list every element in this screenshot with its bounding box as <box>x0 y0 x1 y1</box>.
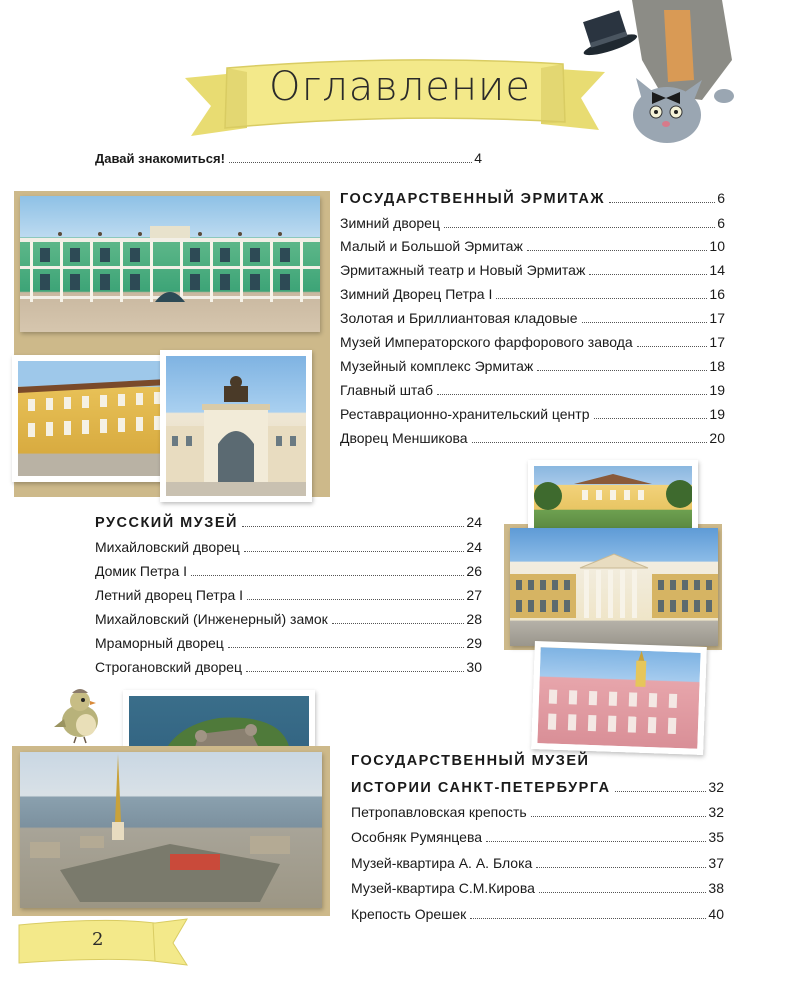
toc-item-label: Золотая и Бриллиантовая кладовые <box>340 310 578 327</box>
dot-leader <box>332 623 465 624</box>
page-number: 2 <box>92 929 104 950</box>
toc-item[interactable] <box>340 237 725 255</box>
toc-item-page: 10 <box>709 238 725 255</box>
dot-leader <box>246 671 464 672</box>
toc-item[interactable] <box>95 586 482 604</box>
toc-item-page: 28 <box>466 610 482 627</box>
cat-illustration <box>572 0 742 160</box>
toc-item-page: 19 <box>709 405 725 422</box>
toc-item-label: Главный штаб <box>340 381 433 398</box>
toc-item-page: 24 <box>466 538 482 555</box>
toc-item-label: Эрмитажный театр и Новый Эрмитаж <box>340 262 586 279</box>
toc-item[interactable] <box>95 610 482 628</box>
toc-item-page: 30 <box>466 659 482 675</box>
toc-item-label: Домик Петра I <box>95 562 188 579</box>
toc-item-page: 26 <box>466 562 482 579</box>
toc-section-heading[interactable]: ГОСУДАРСТВЕННЫЙ ЭРМИТАЖ 6 <box>340 190 725 207</box>
toc-item-label: Особняк Румянцева <box>351 829 483 845</box>
toc-item-label: Музей-квартира А. А. Блока <box>351 854 533 871</box>
toc-item[interactable] <box>340 333 725 351</box>
toc-item-page: 40 <box>708 905 724 922</box>
toc-item-page: 17 <box>709 310 725 327</box>
general-staff-photo <box>160 350 312 502</box>
dot-leader <box>589 274 707 275</box>
toc-item-label: Михайловский (Инженерный) замок <box>95 610 328 627</box>
toc-item-label: Петропавловская крепость <box>351 803 527 820</box>
dot-leader <box>437 394 707 395</box>
toc-item-page: 35 <box>708 829 724 845</box>
dot-leader <box>244 551 465 552</box>
winter-palace-photo <box>20 196 320 332</box>
toc-item-label: Строгановский дворец <box>95 659 242 675</box>
dot-leader <box>539 892 707 893</box>
toc-section-heading-line1: ГОСУДАРСТВЕННЫЙ МУЗЕЙ <box>351 753 590 769</box>
dot-leader <box>527 250 708 251</box>
dot-leader <box>229 162 472 163</box>
toc-item-label: Музейный комплекс Эрмитаж <box>340 357 534 374</box>
dot-leader <box>615 791 707 792</box>
dot-leader <box>242 526 464 527</box>
dot-leader <box>594 418 708 419</box>
toc-item[interactable] <box>95 562 482 580</box>
toc-item[interactable] <box>340 405 725 423</box>
toc-item-page: 37 <box>708 854 724 871</box>
toc-item-page: 27 <box>466 586 482 603</box>
mikhailovsky-palace-photo <box>510 528 718 646</box>
toc-item-label: Зимний Дворец Петра I <box>340 286 493 303</box>
toc-item[interactable] <box>95 658 482 676</box>
dot-leader <box>247 599 464 600</box>
menshikov-palace-photo <box>12 355 174 482</box>
peter-paul-fortress-photo <box>20 752 322 908</box>
toc-intro[interactable] <box>95 149 482 168</box>
toc-item-page: 38 <box>708 880 724 896</box>
dot-leader <box>191 575 464 576</box>
toc-item-label: Летний дворец Петра I <box>95 586 244 603</box>
dot-leader <box>537 370 707 371</box>
toc-item-page: 32 <box>708 803 724 820</box>
toc-item[interactable] <box>340 381 725 399</box>
toc-item[interactable] <box>351 905 724 923</box>
toc-item-label: Музей Императорского фарфорового завода <box>340 334 633 350</box>
toc-item-label: Музей-квартира С.М.Кирова <box>351 880 535 896</box>
dot-leader <box>536 867 706 868</box>
toc-item[interactable] <box>340 214 725 232</box>
toc-item-page: 29 <box>466 634 482 651</box>
toc-item-page: 18 <box>709 357 725 374</box>
toc-intro-page: 4 <box>474 150 482 166</box>
toc-item[interactable] <box>351 854 724 872</box>
engineers-castle-photo <box>531 641 707 755</box>
toc-item-page: 17 <box>709 334 725 350</box>
dot-leader <box>637 346 708 347</box>
dot-leader <box>470 918 706 919</box>
toc-item-label: Михайловский дворец <box>95 538 240 555</box>
dot-leader <box>609 202 715 203</box>
dot-leader <box>582 322 708 323</box>
page-title: Оглавление <box>269 64 531 110</box>
toc-item-page: 14 <box>709 262 725 279</box>
toc-item-label: Малый и Большой Эрмитаж <box>340 238 523 255</box>
dot-leader <box>531 816 707 817</box>
toc-item[interactable] <box>351 828 724 846</box>
toc-item[interactable] <box>340 285 725 303</box>
toc-item-page: 16 <box>709 286 725 303</box>
summer-palace-photo <box>528 460 698 534</box>
toc-item-label: Мраморный дворец <box>95 634 224 651</box>
toc-section-heading[interactable]: ИСТОРИИ САНКТ-ПЕТЕРБУРГА 32 <box>351 779 724 796</box>
toc-item-label: Реставрационно-хранительский центр <box>340 405 590 422</box>
toc-intro-label: Давай знакомиться! <box>95 151 225 166</box>
toc-item-label: Дворец Меншикова <box>340 429 468 446</box>
toc-item[interactable] <box>351 879 724 897</box>
dot-leader <box>228 647 465 648</box>
dot-leader <box>472 442 708 443</box>
toc-item-label: Зимний дворец <box>340 214 440 231</box>
toc-item[interactable] <box>340 357 725 375</box>
toc-item[interactable] <box>95 538 482 556</box>
toc-item-page: 19 <box>709 381 725 398</box>
toc-item[interactable] <box>340 309 725 327</box>
toc-item[interactable] <box>340 261 725 279</box>
dot-leader <box>486 841 706 842</box>
toc-item-page: 20 <box>709 429 725 446</box>
toc-item-label: Крепость Орешек <box>351 905 467 922</box>
toc-section-heading[interactable]: РУССКИЙ МУЗЕЙ 24 <box>95 514 482 531</box>
dot-leader <box>496 298 707 299</box>
bird-illustration <box>50 683 110 745</box>
toc-item[interactable] <box>95 634 482 652</box>
toc-item[interactable] <box>340 429 725 447</box>
dot-leader <box>444 227 715 228</box>
toc-item-page: 6 <box>717 214 725 231</box>
toc-item[interactable] <box>351 803 724 821</box>
